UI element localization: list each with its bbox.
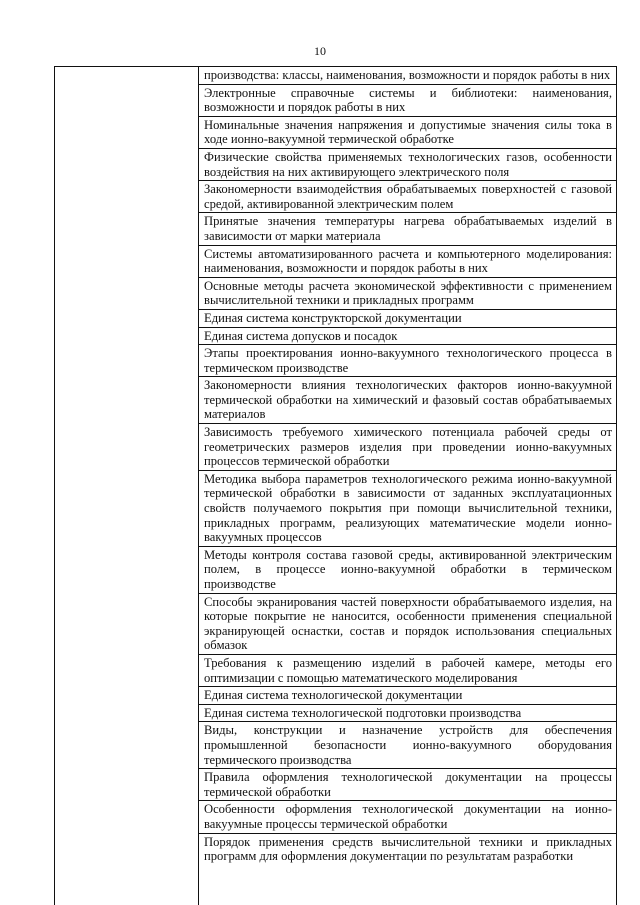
table-row: Виды, конструкции и назначение устройств для обеспечения промышленной безопасности ионно-вакуумного оборудования термического производства	[199, 722, 616, 769]
table-row: Способы экранирования частей поверхности обрабатываемого изделия, на которые покрытие не наносится, особенности применения специальной экранирующей оснастки, состав и порядок использования специальных обмазок	[199, 594, 616, 655]
table-row: Методы контроля состава газовой среды, активированной электрическим полем, в процессе ионно-вакуумной обработки в термическом производстве	[199, 547, 616, 594]
table-row: Электронные справочные системы и библиотеки: наименования, возможности и порядок работы в них	[199, 85, 616, 117]
page-number: 10	[314, 44, 326, 58]
table-row: Требования к размещению изделий в рабочей камере, методы его оптимизации с помощью математического моделирования	[199, 655, 616, 687]
table-row: Принятые значения температуры нагрева обрабатываемых изделий в зависимости от марки материала	[199, 213, 616, 245]
table-row: Закономерности взаимодействия обрабатываемых поверхностей с газовой средой, активированной электрическим полем	[199, 181, 616, 213]
requirements-table	[54, 66, 617, 905]
table-row: Номинальные значения напряжения и допустимые значения силы тока в ходе ионно-вакуумной термической обработке	[199, 117, 616, 149]
table-row: Порядок применения средств вычислительной техники и прикладных программ для оформления документации по результатам разработки	[204, 834, 612, 864]
table-row: Основные методы расчета экономической эффективности с применением вычислительной техники и прикладных программ	[199, 278, 616, 310]
table-row: производства: классы, наименования, возможности и порядок работы в них	[199, 67, 616, 85]
table-row: Закономерности влияния технологических факторов ионно-вакуумной термической обработки на химический и фазовый состав обрабатываемых материалов	[199, 377, 616, 424]
table-left-column	[55, 67, 199, 905]
table-row: Зависимость требуемого химического потенциала рабочей среды от геометрических размеров изделия при проведении ионно-вакуумных процессов термической обработки	[199, 424, 616, 471]
table-row: Единая система конструкторской документации	[199, 310, 616, 328]
table-row: Особенности оформления технологической документации на ионно-вакуумные процессы термической обработки	[199, 801, 616, 833]
table-row: Системы автоматизированного расчета и компьютерного моделирования: наименования, возможности и порядок работы в них	[199, 246, 616, 278]
table-row: Правила оформления технологической документации на процессы термической обработки	[199, 769, 616, 801]
table-row: Этапы проектирования ионно-вакуумного технологического процесса в термическом производстве	[199, 345, 616, 377]
table-right-column	[199, 67, 616, 865]
table-row: Единая система допусков и посадок	[199, 328, 616, 346]
table-row: Методика выбора параметров технологического режима ионно-вакуумной термической обработки в зависимости от заданных эксплуатационных свойств получаемого покрытия при помощи вычислительной техники, прикладных программ, реализующих математические модели ионно-вакуумных процессов	[199, 471, 616, 547]
table-row: Единая система технологической подготовки производства	[199, 705, 616, 723]
table-row: Физические свойства применяемых технологических газов, особенности воздействия на них активирующего электрического поля	[199, 149, 616, 181]
table-row: Единая система технологической документации	[199, 687, 616, 705]
